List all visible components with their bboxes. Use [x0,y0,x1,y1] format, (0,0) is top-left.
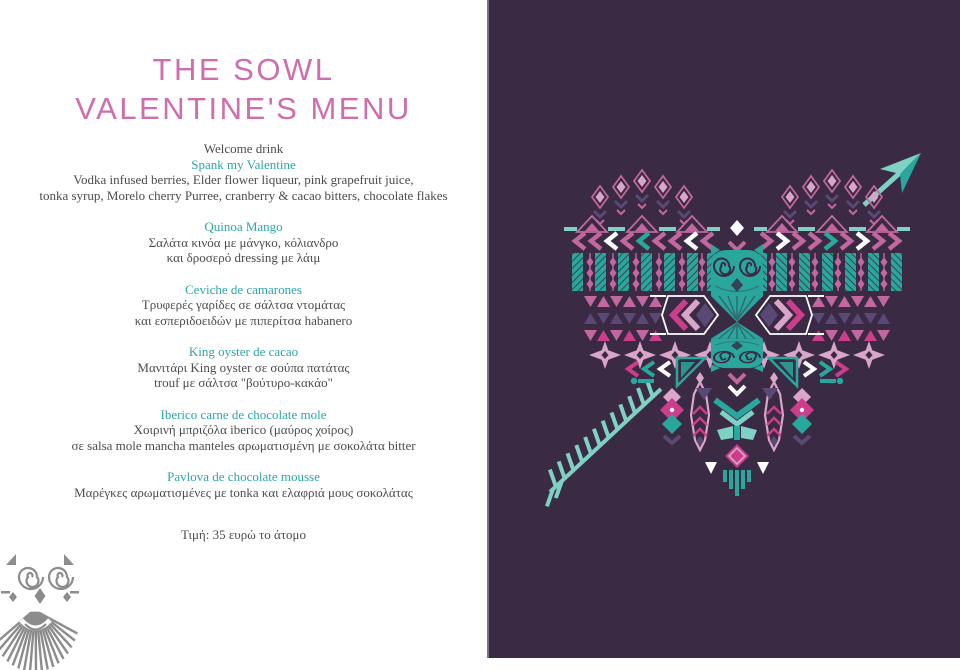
owl-logo-right-eye-spiral [49,568,73,589]
menu-section-ceviche [0,282,487,329]
arrow-fletching [547,380,661,506]
owl-logo-left-ear [6,554,16,565]
heart-right-lobe [748,170,910,450]
dish-name: Welcome drink [0,141,487,157]
dish-desc: tonka syrup, Morelo cherry Purree, cranberry & cacao bitters, chocolate flakes [0,188,487,204]
dish-desc: Χοιρινή μπριζόλα iberico (μαύρος χοίρος) [0,422,487,438]
dish-desc: trouf με σάλτσα "βούτυρο-κακάο" [0,375,487,391]
menu-section-iberico [0,407,487,454]
valentine-art-panel [487,0,960,658]
dish-desc: και εσπεριδοειδών με πιπερίτσα habanero [0,313,487,329]
heart-tail-motifs [696,374,778,496]
dish-highlight: Spank my Valentine [0,157,487,173]
price-line: Τιμή: 35 ευρώ το άτομο [0,527,487,543]
heart-left-lobe [564,170,726,450]
center-pink-chevron [729,242,745,250]
owl-totem [711,244,763,372]
page-title [0,50,487,128]
owl-logo-mark [63,592,71,602]
dish-desc: σε salsa mole mancha manteles αρωματισμένη με σοκολάτα bitter [0,438,487,454]
owl-logo-beak [35,588,46,604]
menu-sections [0,141,487,543]
owl-logo [0,552,487,670]
owl-logo-icon [0,552,96,670]
tribal-heart-art [489,0,960,658]
dish-highlight: Pavlova de chocolate mousse [0,469,487,485]
title-line-2: VALENTINE'S MENU [0,89,487,128]
menu-section-quinoa [0,219,487,266]
dish-desc: Μαρέγκες αρωματισμένες με tonka και ελαφριά μους σοκολάτας [0,485,487,501]
dish-desc: Μανιτάρι King oyster σε σούπα πατάτας [0,360,487,376]
dish-highlight: Quinoa Mango [0,219,487,235]
owl-logo-mark [70,591,79,594]
menu-section-welcome [0,141,487,203]
dish-desc: και δροσερό dressing με λάιμ [0,250,487,266]
menu-section-pavlova [0,469,487,500]
owl-logo-right-ear [64,554,74,565]
menu-section-king-oyster [0,344,487,391]
menu-text-panel [0,0,487,658]
dish-desc: Σαλάτα κινόα με μάνγκο, κόλιανδρο [0,235,487,251]
center-white-diamond [730,220,744,236]
owl-logo-mark [9,592,17,602]
owl-totem-reflection [711,322,763,372]
tribal-heart [564,170,910,496]
title-line-1: THE SOWL [0,50,487,89]
owl-logo-left-eye-spiral [19,568,43,589]
dish-desc: Vodka infused berries, Elder flower liqueur, pink grapefruit juice, [0,172,487,188]
dish-highlight: Iberico carne de chocolate mole [0,407,487,423]
dish-desc: Τρυφερές γαρίδες σε σάλτσα ντομάτας [0,297,487,313]
owl-logo-mark [1,591,10,594]
owl-logo-feather-fan [0,611,77,669]
dish-highlight: Ceviche de camarones [0,282,487,298]
dish-highlight: King oyster de cacao [0,344,487,360]
